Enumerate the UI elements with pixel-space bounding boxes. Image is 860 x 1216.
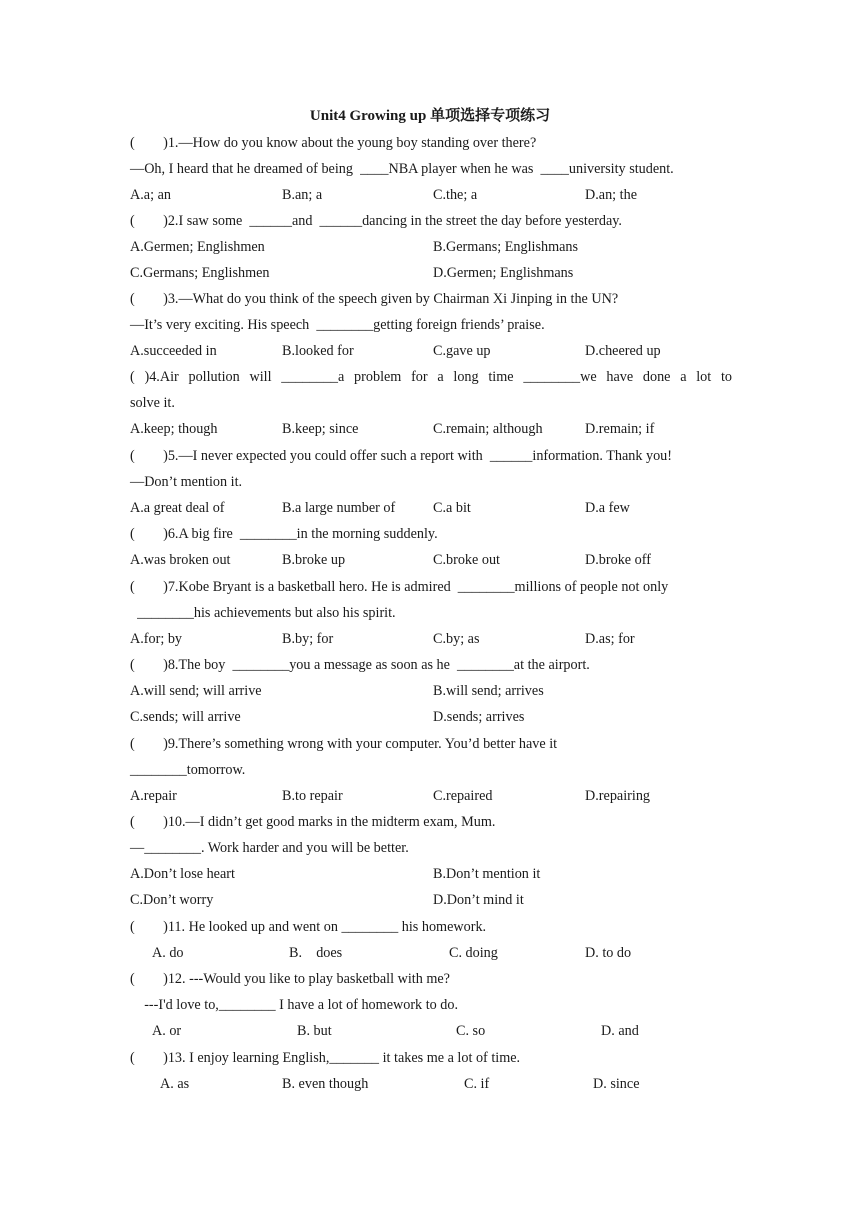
question-2-option-b: B.Germans; Englishmans [433, 239, 579, 255]
question-6-stem: ( )6.A big fire ________in the morning suddenly. [130, 526, 438, 542]
question-9-line-2: ________tomorrow. [130, 762, 246, 778]
question-3-line-2: —It’s very exciting. His speech ________getting foreign friends’ praise. [130, 317, 545, 333]
question-13-option-d: D. since [593, 1076, 640, 1092]
question-9-option-c: C.repaired [433, 788, 493, 804]
question-4-stem: ( )4.Air pollution will ________a problem for a long time ________we have done a lot to [130, 369, 732, 385]
question-12-option-a: A. or [152, 1023, 182, 1039]
question-4-option-c: C.remain; although [433, 421, 543, 437]
question-9-stem: ( )9.There’s something wrong with your computer. You’d better have it [130, 736, 558, 752]
question-7-option-c: C.by; as [433, 631, 480, 647]
question-5-stem: ( )5.—I never expected you could offer such a report with ______information. Thank you! [130, 448, 672, 464]
question-4-option-a: A.keep; though [130, 421, 218, 437]
question-4-line-2: solve it. [130, 395, 175, 411]
question-10-stem: ( )10.—I didn’t get good marks in the midterm exam, Mum. [130, 814, 496, 830]
question-2-option-d: D.Germen; Englishmans [433, 265, 574, 281]
question-3-option-b: B.looked for [282, 343, 354, 359]
question-11-stem: ( )11. He looked up and went on ________ his homework. [130, 919, 487, 935]
question-8-option-b: B.will send; arrives [433, 683, 544, 699]
question-9-option-d: D.repairing [585, 788, 651, 804]
question-11-option-c: C. doing [449, 945, 498, 961]
question-7-option-b: B.by; for [282, 631, 334, 647]
question-1-option-a: A.a; an [130, 187, 171, 203]
question-2-option-c: C.Germans; Englishmen [130, 265, 270, 281]
question-7-line-2: ________his achievements but also his spirit. [130, 605, 396, 621]
question-5-option-d: D.a few [585, 500, 630, 516]
question-10-option-b: B.Don’t mention it [433, 866, 541, 882]
question-7-option-d: D.as; for [585, 631, 635, 647]
question-5-option-b: B.a large number of [282, 500, 396, 516]
question-11-option-d: D. to do [585, 945, 632, 961]
question-3-option-d: D.cheered up [585, 343, 661, 359]
question-1-stem: ( )1.—How do you know about the young boy standing over there? [130, 135, 537, 151]
question-10-option-c: C.Don’t worry [130, 892, 214, 908]
question-12-option-b: B. but [297, 1023, 332, 1039]
question-2-option-a: A.Germen; Englishmen [130, 239, 265, 255]
question-5-line-2: —Don’t mention it. [130, 474, 243, 490]
question-8-option-a: A.will send; will arrive [130, 683, 262, 699]
question-12-option-d: D. and [601, 1023, 639, 1039]
question-10-option-a: A.Don’t lose heart [130, 866, 235, 882]
question-6-option-b: B.broke up [282, 552, 346, 568]
question-12-option-c: C. so [456, 1023, 486, 1039]
question-2-stem: ( )2.I saw some ______and ______dancing in the street the day before yesterday. [130, 213, 622, 229]
question-7-stem: ( )7.Kobe Bryant is a basketball hero. He is admired ________millions of people not only [130, 579, 669, 595]
question-1-line-2: —Oh, I heard that he dreamed of being ____NBA player when he was ____university student. [130, 161, 674, 177]
question-10-line-2: —________. Work harder and you will be better. [130, 840, 409, 856]
question-8-option-d: D.sends; arrives [433, 709, 525, 725]
question-3-option-c: C.gave up [433, 343, 491, 359]
question-1-option-c: C.the; a [433, 187, 478, 203]
question-5-option-a: A.a great deal of [130, 500, 225, 516]
question-9-option-a: A.repair [130, 788, 177, 804]
question-8-option-c: C.sends; will arrive [130, 709, 241, 725]
question-1-option-d: D.an; the [585, 187, 638, 203]
question-11-option-b: B. does [289, 945, 343, 961]
question-4-option-d: D.remain; if [585, 421, 655, 437]
question-4-option-b: B.keep; since [282, 421, 359, 437]
question-10-option-d: D.Don’t mind it [433, 892, 524, 908]
question-3-option-a: A.succeeded in [130, 343, 217, 359]
page-title: Unit4 Growing up 单项选择专项练习 [309, 108, 551, 124]
question-11-option-a: A. do [152, 945, 184, 961]
question-6-option-d: D.broke off [585, 552, 651, 568]
question-12-stem: ( )12. ---Would you like to play basketball with me? [130, 971, 450, 987]
question-5-option-c: C.a bit [433, 500, 471, 516]
question-3-stem: ( )3.—What do you think of the speech given by Chairman Xi Jinping in the UN? [130, 291, 619, 307]
question-7-option-a: A.for; by [130, 631, 183, 647]
question-9-option-b: B.to repair [282, 788, 343, 804]
question-6-option-a: A.was broken out [130, 552, 231, 568]
question-12-line-2: ---I'd love to,________ I have a lot of homework to do. [130, 997, 459, 1013]
question-13-stem: ( )13. I enjoy learning English,_______ it takes me a lot of time. [130, 1050, 521, 1066]
question-13-option-b: B. even though [282, 1076, 369, 1092]
question-1-option-b: B.an; a [282, 187, 323, 203]
question-6-option-c: C.broke out [433, 552, 500, 568]
question-13-option-a: A. as [160, 1076, 190, 1092]
question-8-stem: ( )8.The boy ________you a message as soon as he ________at the airport. [130, 657, 590, 673]
question-13-option-c: C. if [464, 1076, 490, 1092]
